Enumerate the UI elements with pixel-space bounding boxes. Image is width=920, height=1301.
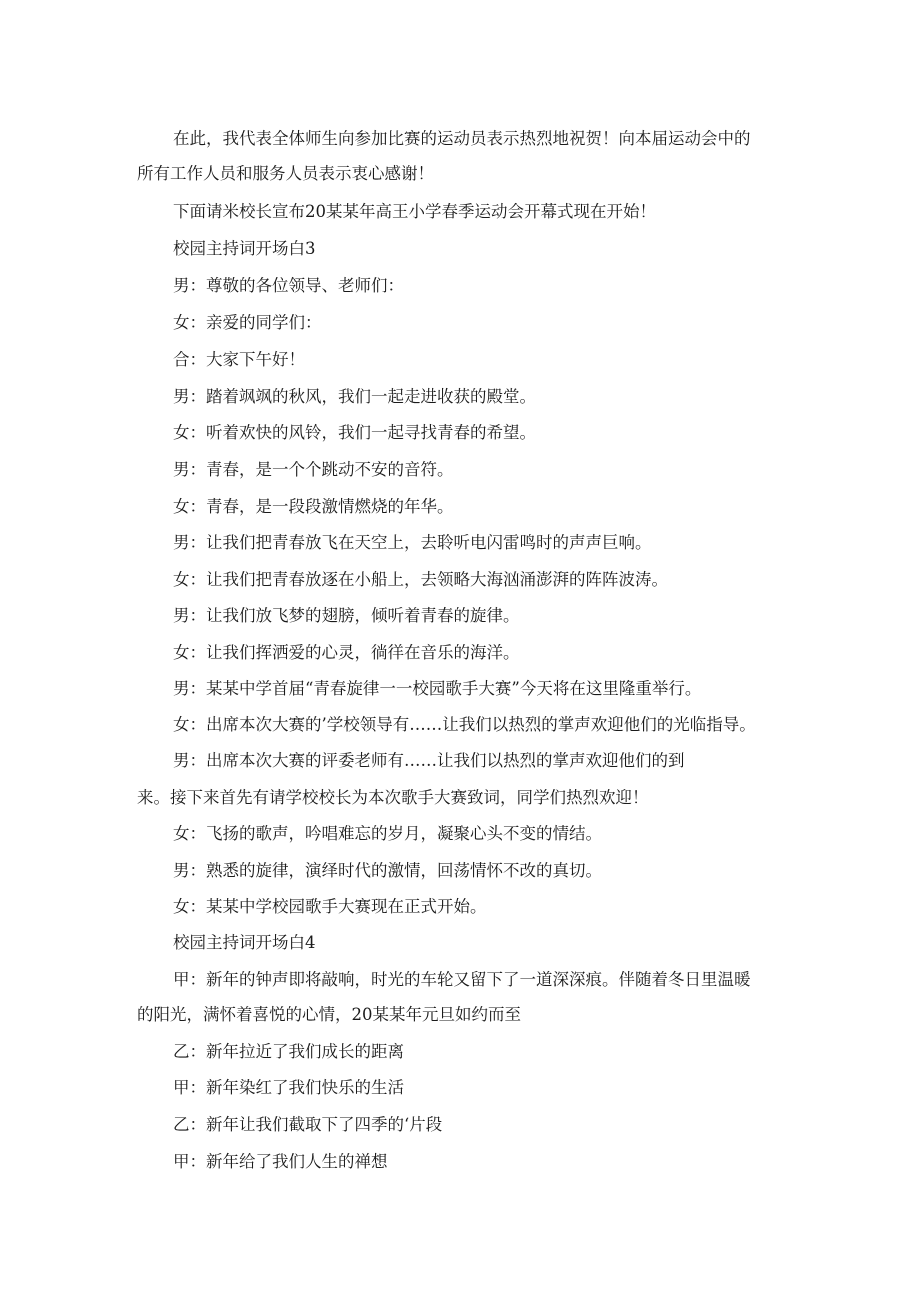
dialogue-line: 男：踏着飒飒的秋风，我们一起走进收获的殿堂。 <box>173 387 536 406</box>
dialogue-line: 女：让我们挥洒爱的心灵，徜徉在音乐的海洋。 <box>173 643 520 662</box>
dialogue-line: 甲：新年的钟声即将敲响，时光的车轮又留下了一道深深痕。伴随着冬日里温暖 <box>173 970 751 989</box>
dialogue-line: 男：让我们把青春放飞在天空上，去聆听电闪雷鸣时的声声巨响。 <box>173 533 652 552</box>
dialogue-line: 男：某某中学首届“青春旋律一一校园歌手大赛”今天将在这里隆重举行。 <box>173 679 702 698</box>
section-heading: 校园主持词开场白3 <box>173 239 316 258</box>
section-heading: 校园主持词开场白4 <box>173 933 316 952</box>
dialogue-line: 男：让我们放飞梦的翅膀，倾听着青春的旋律。 <box>173 606 520 625</box>
dialogue-line: 女：飞扬的歌声，吟唱难忘的岁月，凝聚心头不变的情结。 <box>173 824 602 843</box>
paragraph-line: 下面请米校长宣布20某某年高王小学春季运动会开幕式现在开始！ <box>173 202 656 221</box>
dialogue-line: 乙：新年拉近了我们成长的距离 <box>173 1042 404 1061</box>
dialogue-line: 女：青春，是一段段激情燃烧的年华。 <box>173 497 454 516</box>
paragraph-line: 的阳光，满怀着喜悦的心情，20某某年元旦如约而至 <box>137 1005 521 1024</box>
dialogue-line: 男：出席本次大赛的评委老师有……让我们以热烈的掌声欢迎他们的到 <box>173 751 685 770</box>
dialogue-line: 男：青春，是一个个跳动不安的音符。 <box>173 460 454 479</box>
dialogue-line: 男：熟悉的旋律，演绎时代的激情，回荡情怀不改的真切。 <box>173 861 602 880</box>
dialogue-line: 男：尊敬的各位领导、老师们： <box>173 276 404 295</box>
paragraph-line: 来。接下来首先有请学校校长为本次歌手大赛致词，同学们热烈欢迎！ <box>137 788 649 807</box>
dialogue-line: 女：出席本次大赛的’学校领导有……让我们以热烈的掌声欢迎他们的光临指导。 <box>173 715 756 734</box>
dialogue-line: 乙：新年让我们截取下了四季的‘片段 <box>173 1115 443 1134</box>
dialogue-line: 甲：新年给了我们人生的禅想 <box>173 1152 388 1171</box>
dialogue-line: 甲：新年染红了我们快乐的生活 <box>173 1078 404 1097</box>
dialogue-line: 女：让我们把青春放逐在小船上，去领略大海汹涌澎湃的阵阵波涛。 <box>173 570 668 589</box>
paragraph-line: 所有工作人员和服务人员表示衷心感谢！ <box>137 164 434 183</box>
dialogue-line: 合：大家下午好！ <box>173 350 305 369</box>
paragraph-line: 在此，我代表全体师生向参加比赛的运动员表示热烈地祝贺！向本届运动会中的 <box>173 129 751 148</box>
dialogue-line: 女：听着欢快的风铃，我们一起寻找青春的希望。 <box>173 423 536 442</box>
dialogue-line: 女：某某中学校园歌手大赛现在正式开始。 <box>173 897 487 916</box>
dialogue-line: 女：亲爱的同学们： <box>173 313 322 332</box>
